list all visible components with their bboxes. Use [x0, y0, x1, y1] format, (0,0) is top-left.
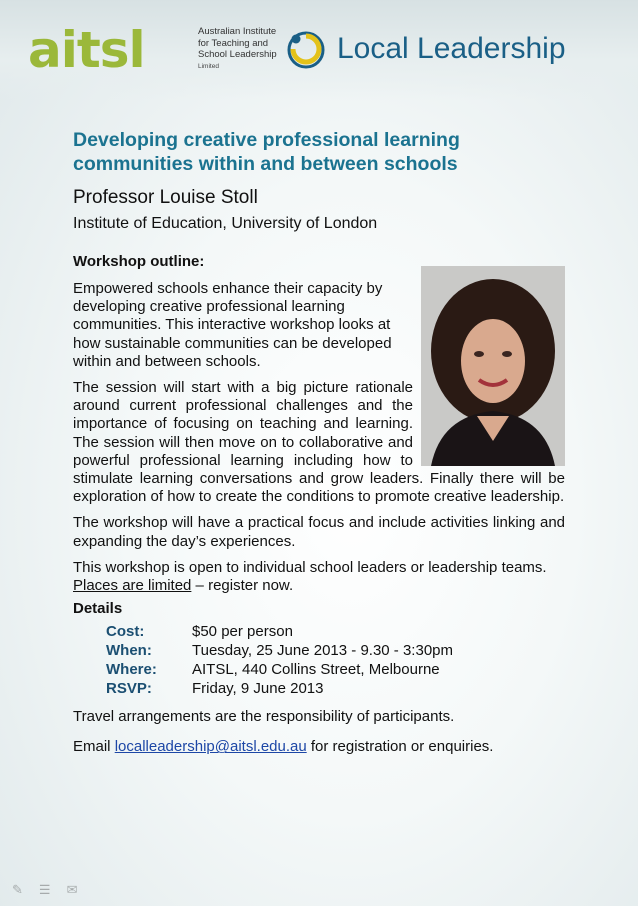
logo-caption-line: Australian Institute — [198, 26, 277, 37]
paragraph-text: This workshop is open to individual school leaders or leadership teams. — [73, 558, 547, 576]
detail-row-when — [106, 641, 565, 660]
detail-row-where — [106, 660, 565, 679]
title-line: Developing creative professional learning — [73, 129, 460, 151]
presenter-institution: Institute of Education, University of London — [73, 215, 378, 232]
detail-value: Tuesday, 25 June 2013 - 9.30 - 3:30pm — [192, 642, 453, 660]
detail-row-rsvp — [106, 679, 565, 698]
outline-paragraph-2: The session will start with a big picture rationale around current professional challenges and the importance of focusing on teaching and learning. The session will then move on to collaborative and powerful professional learning including how to stimulate learning conversations and grow leaders. Finally there will be exploration of how to create the conditions to promote creative leadership. — [73, 379, 565, 506]
paragraph-text: – register now. — [191, 577, 294, 595]
outline-paragraph-3: The workshop will have a practical focus and include activities linking and expanding the day’s experiences. — [73, 514, 565, 550]
detail-value: $50 per person — [192, 623, 293, 641]
places-limited-text: Places are limited — [73, 577, 192, 595]
outline-paragraph-1: Empowered schools enhance their capacity by developing creative professional learning communities. This interactive workshop looks at how sustainable communities can be developed within and between schools. — [73, 280, 392, 370]
logo-wordmark: aitsl — [28, 21, 145, 79]
email-line — [73, 738, 565, 756]
outline-paragraph-4 — [73, 559, 565, 595]
program-ring-icon — [283, 27, 327, 71]
details-heading: Details — [73, 600, 123, 618]
local-leadership-brand — [283, 27, 566, 71]
logo-caption-line: Limited — [198, 62, 219, 70]
workshop-title — [73, 128, 565, 176]
detail-row-cost — [106, 622, 565, 641]
header-band — [0, 0, 638, 100]
detail-value: AITSL, 440 Collins Street, Melbourne — [192, 661, 440, 679]
paragraph-text: for registration or enquiries. — [306, 738, 494, 756]
outline-heading: Workshop outline: — [73, 253, 205, 270]
menu-icon[interactable]: ☰ — [38, 882, 51, 897]
paragraph-text: Email — [73, 738, 115, 756]
flyer-body — [73, 128, 565, 757]
logo-caption-line: School Leadership — [198, 49, 277, 60]
detail-label: Where: — [106, 661, 157, 679]
details-list — [73, 622, 565, 698]
program-title: Local Leadership — [337, 32, 566, 65]
email-link[interactable]: localleadership@aitsl.edu.au — [114, 738, 307, 756]
edit-icon[interactable]: ✎ — [12, 882, 23, 897]
title-line: communities within and between schools — [73, 153, 458, 175]
comment-icon[interactable]: ✉ — [66, 882, 78, 897]
travel-note: Travel arrangements are the responsibility of participants. — [73, 708, 455, 726]
viewer-toolbar — [12, 882, 77, 898]
detail-value: Friday, 9 June 2013 — [192, 680, 324, 698]
detail-label: RSVP: — [106, 680, 152, 698]
detail-label: Cost: — [106, 623, 145, 641]
logo-caption-line: for Teaching and — [198, 37, 269, 49]
presenter-name: Professor Louise Stoll — [73, 187, 258, 208]
detail-label: When: — [106, 642, 152, 660]
presenter-photo — [421, 266, 565, 466]
